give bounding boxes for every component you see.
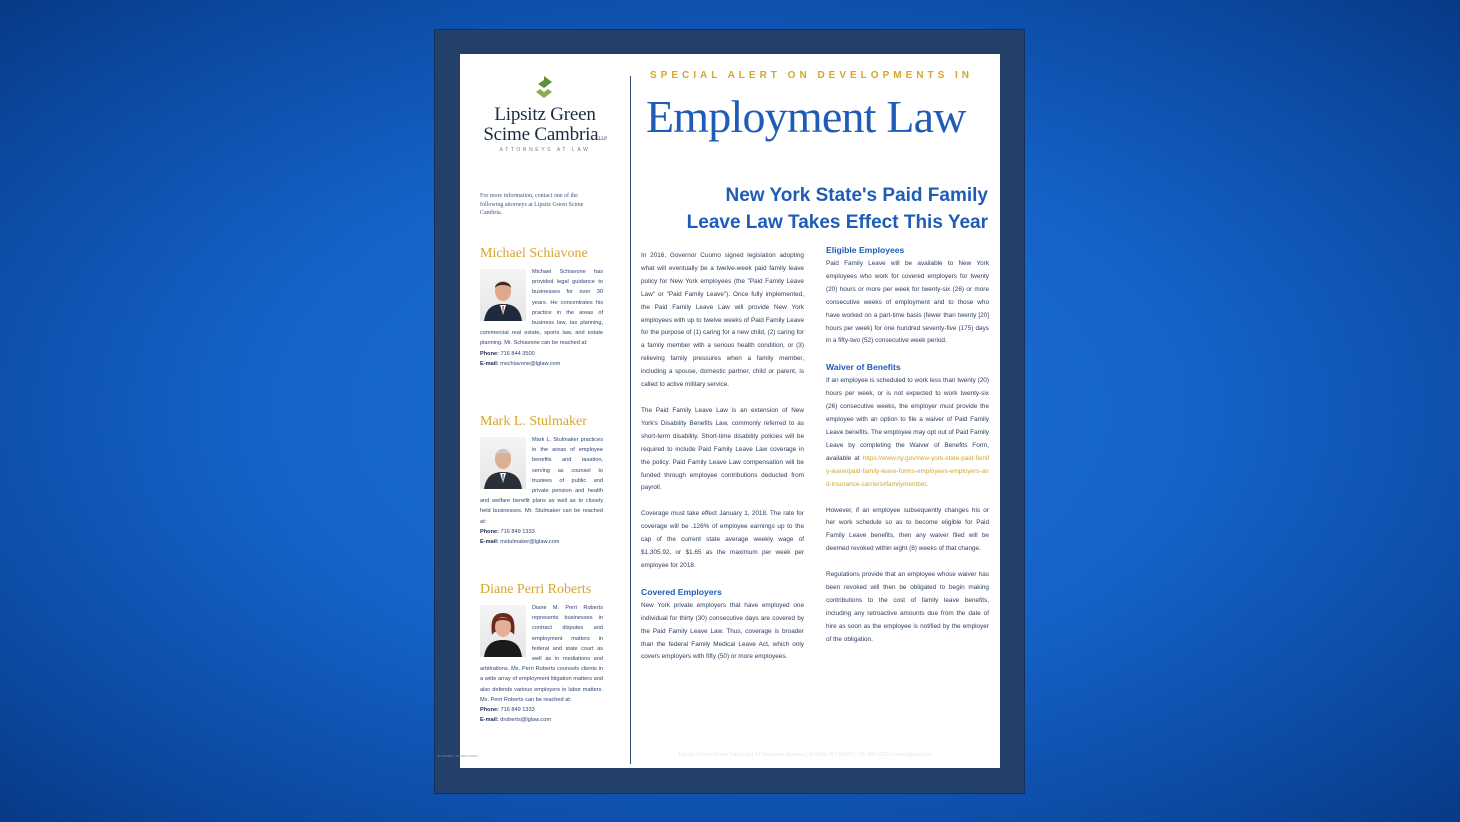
attorney-email[interactable]: E-mail: mstulmaker@lglaw.com: [480, 539, 560, 546]
article-paragraph: Coverage must take effect January 1, 2018. The rate for coverage will be .126% of employee earnings up to the cap of the current state average weekly wage of $1,305.92, or $1.65 as the maximum per week per employee for 2018.: [641, 510, 804, 569]
attorney-phone: Phone: 716 844 3500: [480, 350, 535, 357]
article-headline: New York State's Paid Family Leave Law Takes Effect This Year: [686, 185, 988, 233]
attorney-card-stulmaker: [480, 414, 603, 547]
attorney-name: Michael Schiavone: [480, 246, 588, 261]
article-paragraph: The Paid Family Leave Law is an extension of New York's Disability Benefits Law, commonly referred to as short-term disability. Short-time disability policies will be required to include Paid Family Leave Law coverage in the policy. Paid Family Leave Law compensation will be funded through employee contributions deducted from payroll.: [641, 406, 804, 492]
article-paragraph: In 2016, Governor Cuomo signed legislation adopting what will eventually be a twelve-week paid family leave policy for New York employees (the "Paid Family Leave Law" or "Paid Family Leave"). Once fully implemented, the Paid Family Leave Law will provide New York employees with up to twelve weeks of Paid Family Leave for the purpose of (1) caring for a new child, (2) caring for a family member with a serious health condition, or (3) relieving family pressures when a family member, including a spouse, domestic partner, child or parent, is called to active military service.: [641, 252, 804, 389]
attorney-photo: [480, 269, 526, 321]
article-paragraph: Paid Family Leave will be available to New York employees who work for covered employers for twenty (20) hours or more per week for twenty-six (26) or more consecutive weeks of employment and to those who have worked on a part-time basis (fewer than twenty [20] hours per week) for one hundred seventy-five (175) days in a fifty-two (52) consecutive week period.: [826, 260, 989, 345]
attorney-photo: [480, 605, 526, 657]
article-paragraph: If an employee is scheduled to work less than twenty (20) hours per week, or is not expected to work twenty-six (26) consecutive weeks, the employer must provide the employee with an option to file a waiver of Paid Family Leave benefits. The employee may opt out of Paid Family Leave by completing the Waiver of Benefits Form, available at https://www.ny.gov/new-york-state-paid-family-leave/paid-family-leave-forms-employees-employers-and-insurance-carriers#familymember.: [826, 377, 989, 488]
attorney-bio: Mark L. Stulmaker practices in the areas of employee benefits and taxation, serving as counsel to trustees of public and private pension and health and welfare benefit plans as well as to closely held businesses. Mr. Stulmaker can be reached at:: [480, 437, 603, 525]
article-paragraph: However, if an employee subsequently changes his or her work schedule so as to become eligible for Paid Family Leave benefits, then any waiver filed will be deemed revoked within eight (8) weeks of that change.: [826, 506, 989, 553]
firm-tagline: ATTORNEYS AT LAW: [499, 147, 591, 153]
attorney-phone: Phone: 716 849 1333: [480, 528, 535, 535]
kicker-text: SPECIAL ALERT ON DEVELOPMENTS IN: [650, 70, 974, 81]
attorney-bio: Diane M. Perri Roberts represents businesses in contract disputes and employment matters in federal and state court as well as in mediations and arbitrations. Ms. Perri Roberts counsels clients in a wide array of employment litigation matters and also defends various employers in labor matters. Ms. Perri Roberts can be reached at:: [480, 605, 603, 703]
attorney-name: Mark L. Stulmaker: [480, 414, 587, 429]
footer-bar: [435, 744, 975, 769]
attorney-card-roberts: [480, 582, 603, 725]
article-column-1: [641, 250, 804, 677]
article-paragraph: Regulations provide that an employee whose waiver has been revoked will then be obligated to begin making contributions to the cost of family leave benefits, including any retroactive amounts due from the date of hire as soon as the employee is notified by the employer of the obligation.: [826, 571, 989, 643]
newsletter-frame: [434, 29, 1025, 794]
attorney-card-schiavone: [480, 246, 603, 369]
footer-advertising-note: ATTORNEY ADVERTISING: [437, 754, 478, 758]
attorney-name: Diane Perri Roberts: [480, 582, 592, 597]
article-paragraph: New York private employers that have employed one individual for thirty (30) consecutive days are covered by the Paid Family Leave Law. Thus, coverage is broader than the federal Family Medical Leave Act, which only covers employers with fifty (50) or more employees.: [641, 601, 804, 661]
attorney-phone: Phone: 716 849 1333: [480, 707, 535, 714]
section-heading-waiver-of-benefits: Waiver of Benefits: [826, 362, 901, 373]
newsletter-page: [460, 54, 1000, 768]
contact-note: For more information, contact one of the following attorneys at Lipsitz Green Scime Cambria.: [480, 193, 584, 216]
firm-name-line1: Lipsitz Green: [494, 104, 596, 125]
attorney-photo: [480, 437, 526, 489]
attorney-email[interactable]: E-mail: droberts@lglaw.com: [480, 717, 551, 724]
attorney-email[interactable]: E-mail: mschiavone@lglaw.com: [480, 360, 561, 367]
column-divider: [630, 76, 631, 764]
firm-logo-icon: [530, 74, 558, 100]
waiver-form-link[interactable]: https://www.ny.gov/new-york-state-paid-family-leave/paid-family-leave-forms-employees-employers-and-insurance-carriers#familymember: [826, 454, 989, 488]
section-heading-eligible-employees: Eligible Employees: [826, 245, 905, 255]
section-heading-covered-employers: Covered Employers: [641, 586, 722, 597]
firm-name-line2: Scime CambriaLLP: [483, 124, 607, 145]
footer-contact-line: Lipsitz Green Scime Cambria | 42 Delaware Avenue | Buffalo, NY 14202 | 716 849 1333 | www.lglaw.com: [678, 752, 932, 758]
attorney-bio: Michael Schiavone has provided legal guidance to businesses for over 30 years. He concentrates his practice in the areas of business law, tax planning, commercial real estate, sports law, and estate planning. Mr. Schiavone can be reached at:: [480, 269, 603, 347]
article-column-2: [826, 245, 989, 660]
masthead-title: Employment Law: [646, 91, 966, 142]
